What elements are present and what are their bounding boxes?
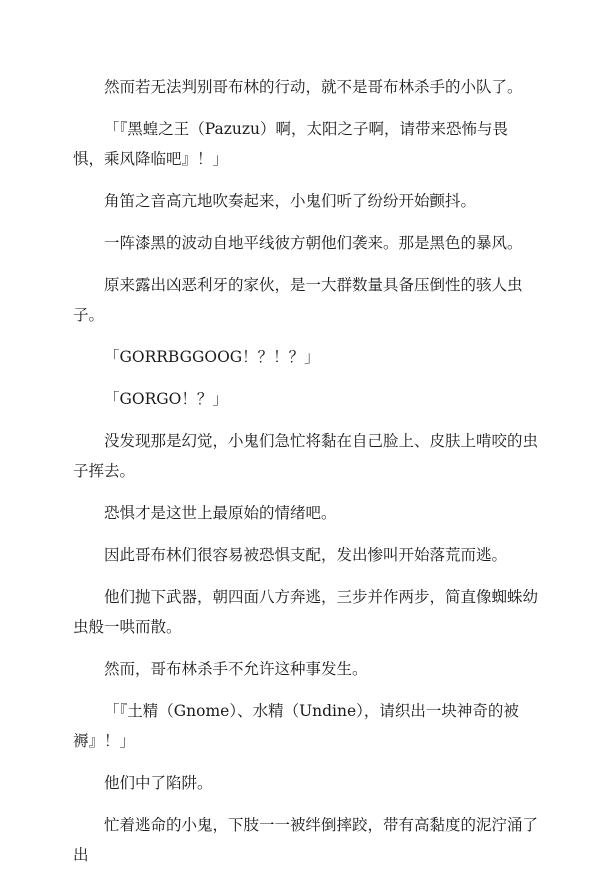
paragraph: 然而，哥布林杀手不允许这种事发生。 xyxy=(104,660,368,678)
paragraph: 他们抛下武器，朝四面八方奔逃，三步并作两步，简直像蜘蛛幼虫般一哄而散。 xyxy=(73,588,539,636)
paragraph: 忙着逃命的小鬼，下肢一一被绊倒摔跤，带有高黏度的泥泞涌了出 xyxy=(73,816,539,864)
paragraph: 然而若无法判别哥布林的行动，就不是哥布林杀手的小队了。 xyxy=(104,78,523,96)
paragraph: 一阵漆黑的波动自地平线彼方朝他们袭来。那是黑色的暴风。 xyxy=(104,234,523,252)
body-text xyxy=(73,72,539,882)
paragraph: 他们中了陷阱。 xyxy=(104,774,213,792)
paragraph: 没发现那是幻觉，小鬼们急忙将黏在自己脸上、皮肤上啃咬的虫子挥去。 xyxy=(73,432,539,480)
paragraph: 「『黑蝗之王（Pazuzu）啊，太阳之子啊，请带来恐怖与畏惧，乘风降临吧』！」 xyxy=(73,120,509,168)
paragraph: 「『土精（Gnome）、水精（Undine），请织出一块神奇的被褥』！」 xyxy=(73,702,519,750)
paragraph: 角笛之音高亢地吹奏起来，小鬼们听了纷纷开始颤抖。 xyxy=(104,192,477,210)
paragraph: 「GORRBGGOOG！？！？」 xyxy=(104,348,320,366)
paragraph: 因此哥布林们很容易被恐惧支配，发出惨叫开始落荒而逃。 xyxy=(104,546,508,564)
paragraph: 「GORGO！？」 xyxy=(104,390,228,408)
paragraph: 恐惧才是这世上最原始的情绪吧。 xyxy=(104,504,337,522)
paragraph: 原来露出凶恶利牙的家伙，是一大群数量具备压倒性的骇人虫子。 xyxy=(73,276,523,324)
